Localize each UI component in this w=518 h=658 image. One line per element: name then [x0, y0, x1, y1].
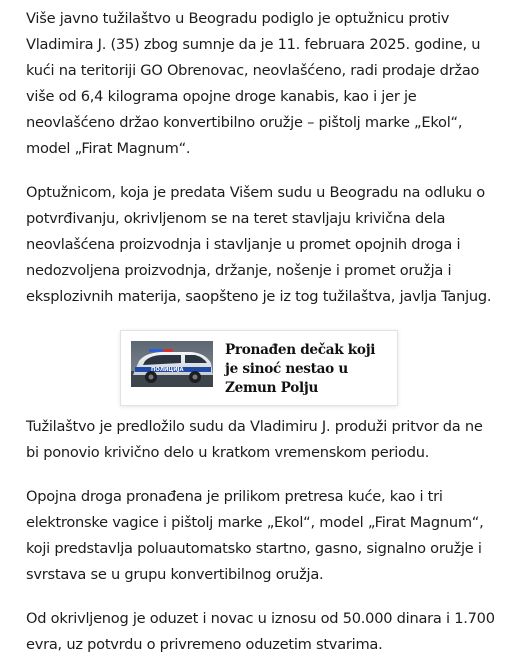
- article-paragraph-5: Od okrivljenog je oduzet i novac u iznosu od 50.000 dinara i 1.700 evra, uz potvrdu o privremeno oduzetim stvarima.: [26, 610, 495, 653]
- related-article-section: [26, 310, 496, 414]
- police-car-photo-icon: [131, 341, 213, 387]
- article-paragraph-2: Optužnicom, koja je predata Višem sudu u Beogradu na odluku o potvrđivanju, okrivljenom se na teret stavljaju krivična dela neovlašćena proizvodnja i stavljanje u promet opojnih droga i nedozvoljena proizvodnja, držanje, nošenje i promet oružja i eksplozivnih materija, saopšteno je iz tog tužilaštva, javlja Tanjug.: [26, 184, 492, 305]
- related-article-card[interactable]: [120, 330, 398, 406]
- related-article-title[interactable]: Pronađen dečak koji je sinoć nestao u Zemun Polju: [225, 342, 376, 396]
- police-label: ПОЛИЦИЈА: [151, 367, 184, 373]
- article-body: [26, 6, 496, 658]
- article-paragraph-4: Opojna droga pronađena je prilikom pretresa kuće, kao i tri elektronske vagice i pištolj marke „Ekol“, model „Firat Magnum“, koji predstavlja poluautomatsko startno, gasno, signalno oružje i svrstava se u grupu konvertibilnog oružja.: [26, 488, 484, 583]
- article-paragraph-3: Tužilaštvo je predložilo sudu da Vladimiru J. produži pritvor da ne bi ponovio krivično delo u kratkom vremenskom periodu.: [26, 418, 483, 461]
- police-car-thumbnail[interactable]: [131, 341, 213, 387]
- article-paragraph-1: Više javno tužilaštvo u Beogradu podiglo je optužnicu protiv Vladimira J. (35) zbog sumnje da je 11. februara 2025. godine, u kući na teritoriji GO Obrenovac, neovlašćeno, radi prodaje držao više od 6,4 kilograma opojne droge kanabis, kao i jer je neovlašćeno držao konvertibilno oružje – pištolj marke „Ekol“, model „Firat Magnum“.: [26, 10, 481, 157]
